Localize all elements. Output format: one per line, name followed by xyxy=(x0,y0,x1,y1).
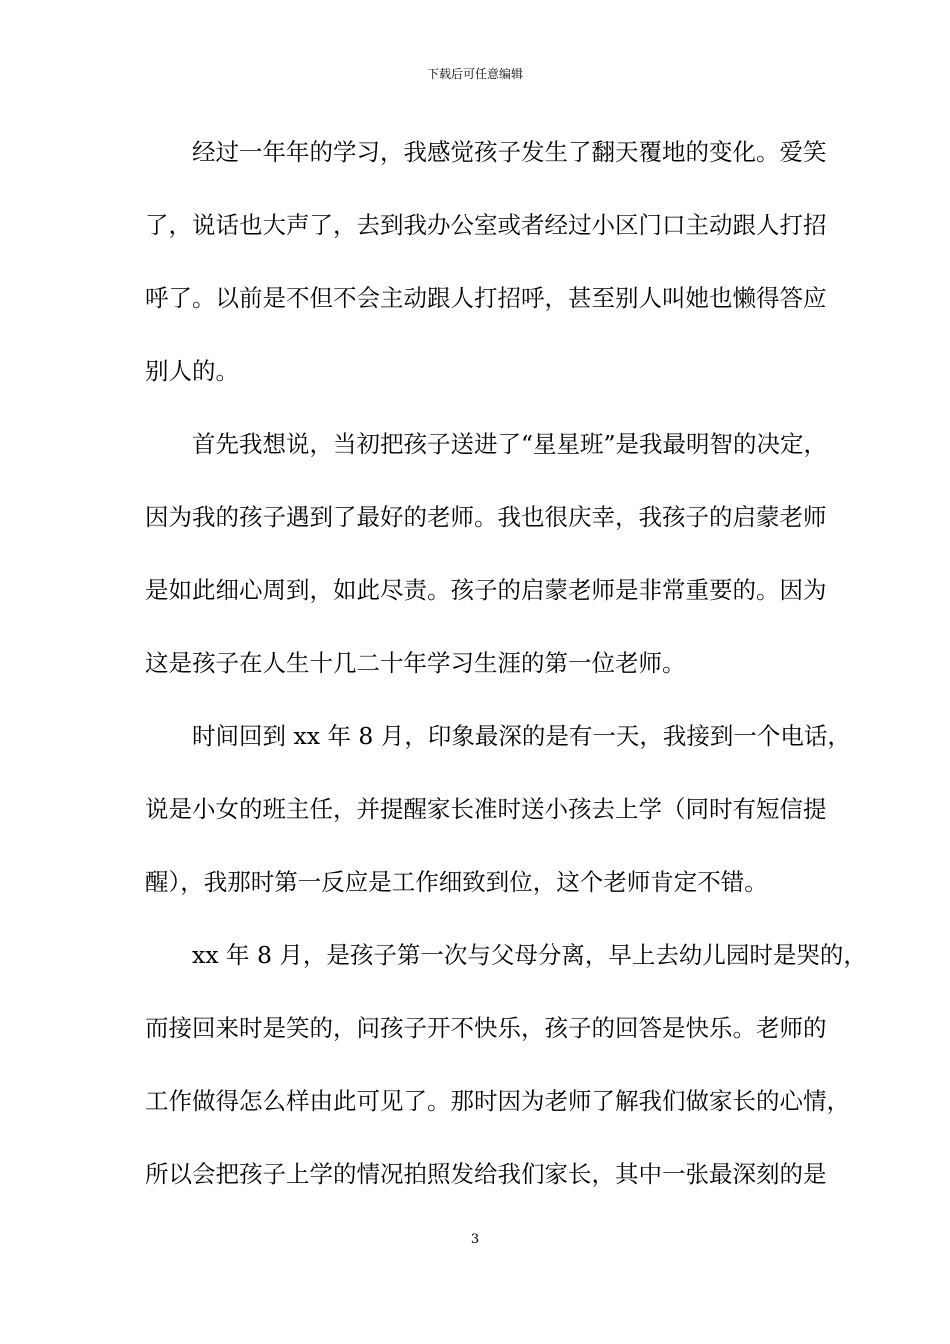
page-header: 下载后可任意编辑 xyxy=(426,67,523,81)
text-line: 别人的。 xyxy=(145,357,239,385)
text-line: 时间回到 xx 年 8 月，印象最深的是有一天，我接到一个电话， xyxy=(192,722,851,750)
text-line: 而接回来时是笑的，问孩子开不快乐，孩子的回答是快乐。老师的 xyxy=(145,1014,827,1042)
text-line: 是如此细心周到，如此尽责。孩子的启蒙老师是非常重要的。因为 xyxy=(145,576,827,604)
text-line: 醒），我那时第一反应是工作细致到位，这个老师肯定不错。 xyxy=(145,868,768,896)
text-line: 说是小女的班主任，并提醒家长准时送小孩去上学（同时有短信提 xyxy=(145,795,827,823)
text-line: 首先我想说，当初把孩子送进了“星星班”是我最明智的决定， xyxy=(192,430,828,458)
text-line: 所以会把孩子上学的情况拍照发给我们家长，其中一张最深刻的是 xyxy=(145,1160,827,1188)
text-line: 因为我的孩子遇到了最好的老师。我也很庆幸，我孩子的启蒙老师 xyxy=(145,503,827,531)
text-line: 经过一年年的学习，我感觉孩子发生了翻天覆地的变化。爱笑 xyxy=(192,138,827,166)
text-line: 呼了。以前是不但不会主动跟人打招呼，甚至别人叫她也懒得答应 xyxy=(145,284,827,312)
text-line: 工作做得怎么样由此可见了。那时因为老师了解我们做家长的心情， xyxy=(145,1087,850,1115)
page-number: 3 xyxy=(470,1232,480,1247)
text-line: xx 年 8 月，是孩子第一次与父母分离，早上去幼儿园时是哭的， xyxy=(192,941,867,969)
text-line: 了，说话也大声了，去到我办公室或者经过小区门口主动跟人打招 xyxy=(145,211,827,239)
text-line: 这是孩子在人生十几二十年学习生涯的第一位老师。 xyxy=(145,649,686,677)
